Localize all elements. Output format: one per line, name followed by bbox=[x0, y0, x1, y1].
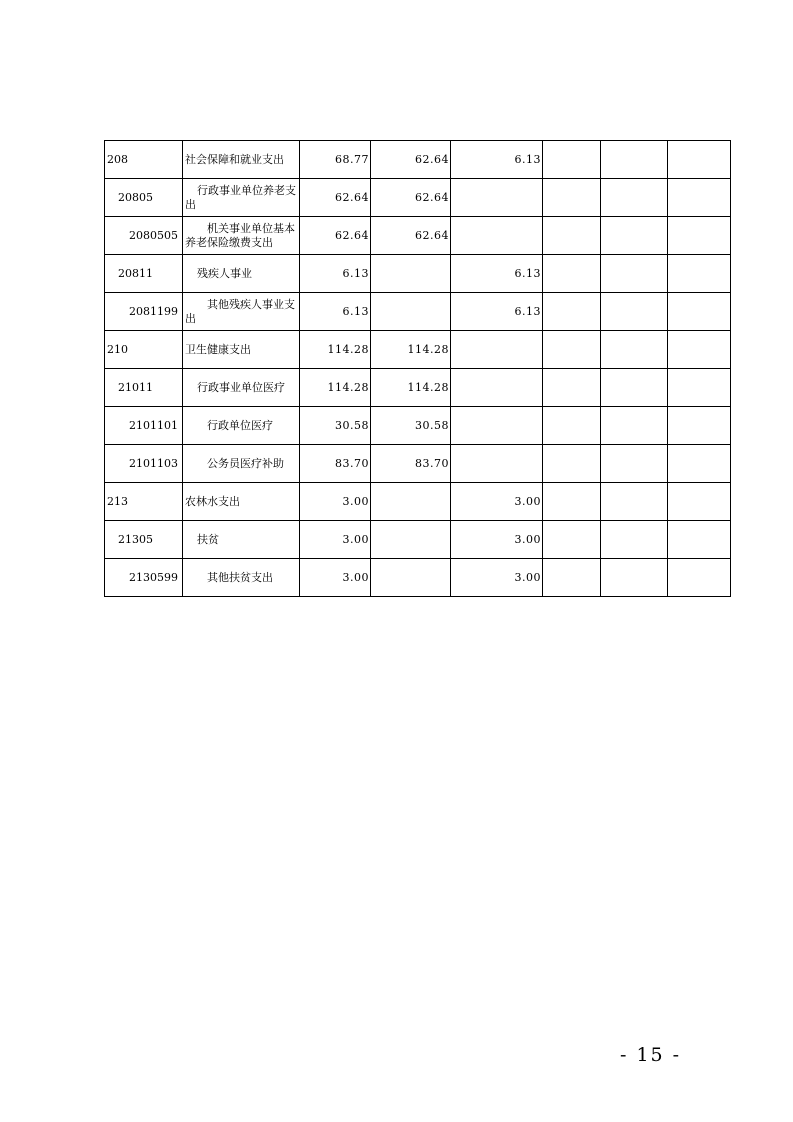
table-row bbox=[105, 407, 731, 445]
row-total: 114.28 bbox=[300, 369, 371, 407]
row-basic: 62.64 bbox=[371, 141, 451, 179]
row-basic: 83.70 bbox=[371, 445, 451, 483]
empty-cell bbox=[668, 407, 731, 445]
row-name: 机关事业单位基本养老保险缴费支出 bbox=[183, 217, 300, 255]
empty-cell bbox=[543, 559, 601, 597]
row-code: 2101103 bbox=[105, 445, 183, 483]
empty-cell bbox=[668, 559, 731, 597]
table-row bbox=[105, 293, 731, 331]
row-name: 社会保障和就业支出 bbox=[183, 141, 300, 179]
empty-cell bbox=[543, 179, 601, 217]
table-row bbox=[105, 521, 731, 559]
row-project: 6.13 bbox=[451, 255, 543, 293]
row-basic: 30.58 bbox=[371, 407, 451, 445]
empty-cell bbox=[601, 407, 668, 445]
row-project bbox=[451, 369, 543, 407]
row-name: 残疾人事业 bbox=[183, 255, 300, 293]
row-total: 6.13 bbox=[300, 255, 371, 293]
row-name: 公务员医疗补助 bbox=[183, 445, 300, 483]
empty-cell bbox=[668, 141, 731, 179]
row-code: 213 bbox=[105, 483, 183, 521]
empty-cell bbox=[668, 369, 731, 407]
table-row bbox=[105, 559, 731, 597]
row-name: 卫生健康支出 bbox=[183, 331, 300, 369]
empty-cell bbox=[543, 141, 601, 179]
empty-cell bbox=[601, 559, 668, 597]
row-name: 其他扶贫支出 bbox=[183, 559, 300, 597]
table-row bbox=[105, 217, 731, 255]
row-total: 6.13 bbox=[300, 293, 371, 331]
row-total: 3.00 bbox=[300, 483, 371, 521]
row-basic bbox=[371, 559, 451, 597]
empty-cell bbox=[543, 217, 601, 255]
empty-cell bbox=[668, 445, 731, 483]
row-total: 68.77 bbox=[300, 141, 371, 179]
row-basic bbox=[371, 293, 451, 331]
empty-cell bbox=[668, 521, 731, 559]
row-basic bbox=[371, 255, 451, 293]
budget-table bbox=[104, 140, 731, 597]
empty-cell bbox=[601, 369, 668, 407]
row-name: 行政单位医疗 bbox=[183, 407, 300, 445]
row-name: 行政事业单位医疗 bbox=[183, 369, 300, 407]
row-basic bbox=[371, 521, 451, 559]
row-project: 3.00 bbox=[451, 483, 543, 521]
empty-cell bbox=[668, 293, 731, 331]
empty-cell bbox=[543, 521, 601, 559]
empty-cell bbox=[601, 445, 668, 483]
row-project: 3.00 bbox=[451, 521, 543, 559]
row-total: 62.64 bbox=[300, 217, 371, 255]
row-code: 2130599 bbox=[105, 559, 183, 597]
row-total: 62.64 bbox=[300, 179, 371, 217]
row-basic bbox=[371, 483, 451, 521]
row-name: 其他残疾人事业支出 bbox=[183, 293, 300, 331]
row-total: 114.28 bbox=[300, 331, 371, 369]
table-row bbox=[105, 483, 731, 521]
row-basic: 62.64 bbox=[371, 179, 451, 217]
row-project: 6.13 bbox=[451, 141, 543, 179]
row-project: 3.00 bbox=[451, 559, 543, 597]
table-row bbox=[105, 255, 731, 293]
table-row bbox=[105, 141, 731, 179]
row-project bbox=[451, 331, 543, 369]
empty-cell bbox=[668, 331, 731, 369]
empty-cell bbox=[543, 293, 601, 331]
table-row bbox=[105, 179, 731, 217]
empty-cell bbox=[601, 293, 668, 331]
row-name: 行政事业单位养老支出 bbox=[183, 179, 300, 217]
empty-cell bbox=[601, 331, 668, 369]
empty-cell bbox=[601, 255, 668, 293]
row-project bbox=[451, 217, 543, 255]
page-number: - 15 - bbox=[620, 1044, 682, 1066]
row-project bbox=[451, 445, 543, 483]
row-project bbox=[451, 407, 543, 445]
row-project bbox=[451, 179, 543, 217]
row-total: 3.00 bbox=[300, 521, 371, 559]
empty-cell bbox=[668, 483, 731, 521]
empty-cell bbox=[601, 521, 668, 559]
row-project: 6.13 bbox=[451, 293, 543, 331]
empty-cell bbox=[543, 483, 601, 521]
row-total: 30.58 bbox=[300, 407, 371, 445]
table-row bbox=[105, 331, 731, 369]
row-code: 210 bbox=[105, 331, 183, 369]
empty-cell bbox=[668, 179, 731, 217]
row-code: 20811 bbox=[105, 255, 183, 293]
row-code: 21305 bbox=[105, 521, 183, 559]
empty-cell bbox=[543, 407, 601, 445]
row-total: 83.70 bbox=[300, 445, 371, 483]
row-basic: 114.28 bbox=[371, 369, 451, 407]
empty-cell bbox=[543, 331, 601, 369]
row-code: 2081199 bbox=[105, 293, 183, 331]
empty-cell bbox=[601, 141, 668, 179]
row-name: 扶贫 bbox=[183, 521, 300, 559]
empty-cell bbox=[601, 217, 668, 255]
row-code: 2101101 bbox=[105, 407, 183, 445]
row-code: 2080505 bbox=[105, 217, 183, 255]
empty-cell bbox=[668, 217, 731, 255]
empty-cell bbox=[601, 483, 668, 521]
empty-cell bbox=[543, 445, 601, 483]
empty-cell bbox=[601, 179, 668, 217]
row-code: 21011 bbox=[105, 369, 183, 407]
row-name: 农林水支出 bbox=[183, 483, 300, 521]
table-row bbox=[105, 369, 731, 407]
row-code: 20805 bbox=[105, 179, 183, 217]
row-total: 3.00 bbox=[300, 559, 371, 597]
row-basic: 114.28 bbox=[371, 331, 451, 369]
table-row bbox=[105, 445, 731, 483]
empty-cell bbox=[543, 255, 601, 293]
row-code: 208 bbox=[105, 141, 183, 179]
row-basic: 62.64 bbox=[371, 217, 451, 255]
empty-cell bbox=[668, 255, 731, 293]
empty-cell bbox=[543, 369, 601, 407]
